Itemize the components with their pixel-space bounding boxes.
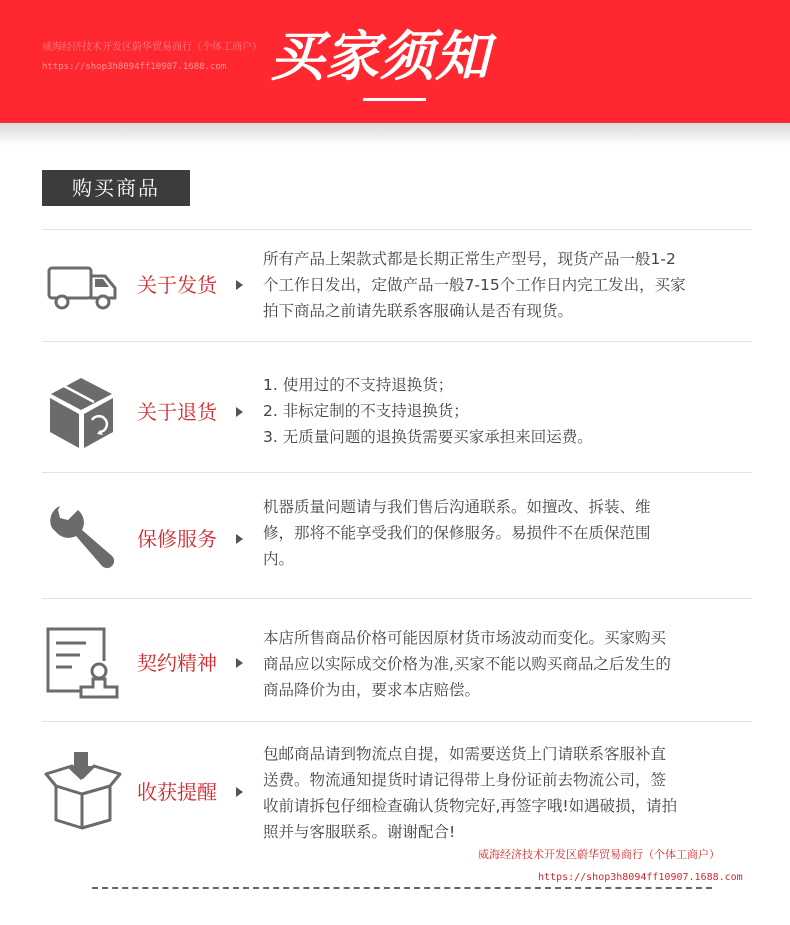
item-label-receiving: 收获提醒 [137, 780, 217, 804]
divider [42, 721, 752, 722]
item-text-shipping [263, 246, 753, 324]
notice-item-warranty [42, 490, 757, 595]
watermark-company-name: 威海经济技术开发区蔚华贸易商行（个体工商户） [42, 42, 262, 53]
text-line: 商品降价为由，要求本店赔偿。 [263, 681, 481, 699]
text-line: 机器质量问题请与我们售后沟通联系。如擅改、拆装、维 [263, 498, 651, 516]
package-return-icon [42, 370, 124, 452]
item-text-returns [263, 372, 753, 450]
item-label-shipping: 关于发货 [137, 273, 217, 297]
wrench-icon [42, 498, 124, 580]
text-line: 商品应以实际成交价格为准,买家不能以购买商品之后发生的 [263, 655, 671, 673]
notice-item-receiving [42, 738, 757, 848]
arrow-right-icon [236, 534, 243, 544]
divider [42, 472, 752, 473]
text-line: 1. 使用过的不支持退换货； [263, 376, 454, 394]
text-line: 照并与客服联系。谢谢配合! [263, 823, 456, 841]
text-line: 送费。物流通知提货时请记得带上身份证前去物流公司，签 [263, 771, 667, 789]
text-line: 修，那将不能享受我们的保修服务。易损件不在质保范围 [263, 524, 651, 542]
text-line: 3. 无质量问题的退换货需要买家承担来回运费。 [263, 428, 593, 446]
banner-shadow [0, 123, 790, 145]
divider [42, 341, 752, 342]
text-line: 个工作日发出，定做产品一般7-15个工作日内完工发出，买家 [263, 276, 686, 294]
notice-item-contract [42, 615, 757, 720]
text-line: 内。 [263, 550, 295, 568]
item-text-warranty [263, 494, 753, 572]
text-line: 所有产品上架款式都是长期正常生产型号，现货产品一般1-2 [263, 250, 676, 268]
divider [42, 229, 752, 230]
open-box-icon [42, 750, 124, 832]
divider [42, 598, 752, 599]
dashed-divider [92, 887, 712, 889]
arrow-right-icon [236, 280, 243, 290]
page-title: 买家须知 [270, 24, 490, 88]
text-line: 2. 非标定制的不支持退换货； [263, 402, 469, 420]
text-line: 拍下商品之前请先联系客服确认是否有现货。 [263, 302, 574, 320]
watermark-shop-url: https://shop3h8094ff10907.1688.com [42, 62, 227, 72]
header-banner [0, 0, 790, 123]
item-label-returns: 关于退货 [137, 400, 217, 424]
arrow-right-icon [236, 407, 243, 417]
contract-stamp-icon [42, 627, 124, 709]
truck-icon [42, 244, 124, 326]
section-title: 购买商品 [42, 170, 190, 206]
text-line: 包邮商品请到物流点自提，如需要送货上门请联系客服补直 [263, 745, 667, 763]
item-text-contract [263, 625, 753, 703]
notice-item-returns [42, 360, 757, 465]
notice-item-shipping [42, 242, 757, 337]
text-line: 收前请拆包仔细检查确认货物完好,再签字哦!如遇破损，请拍 [263, 797, 678, 815]
title-underline [363, 98, 426, 101]
text-line: 本店所售商品价格可能因原材货市场波动而变化。买家购买 [263, 629, 667, 647]
arrow-right-icon [236, 787, 243, 797]
arrow-right-icon [236, 658, 243, 668]
item-text-receiving [263, 741, 753, 845]
item-label-warranty: 保修服务 [137, 527, 217, 551]
footer-company-name: 威海经济技术开发区蔚华贸易商行（个体工商户） [478, 848, 720, 861]
footer-shop-url: https://shop3h8094ff10907.1688.com [538, 872, 743, 883]
item-label-contract: 契约精神 [137, 651, 217, 675]
